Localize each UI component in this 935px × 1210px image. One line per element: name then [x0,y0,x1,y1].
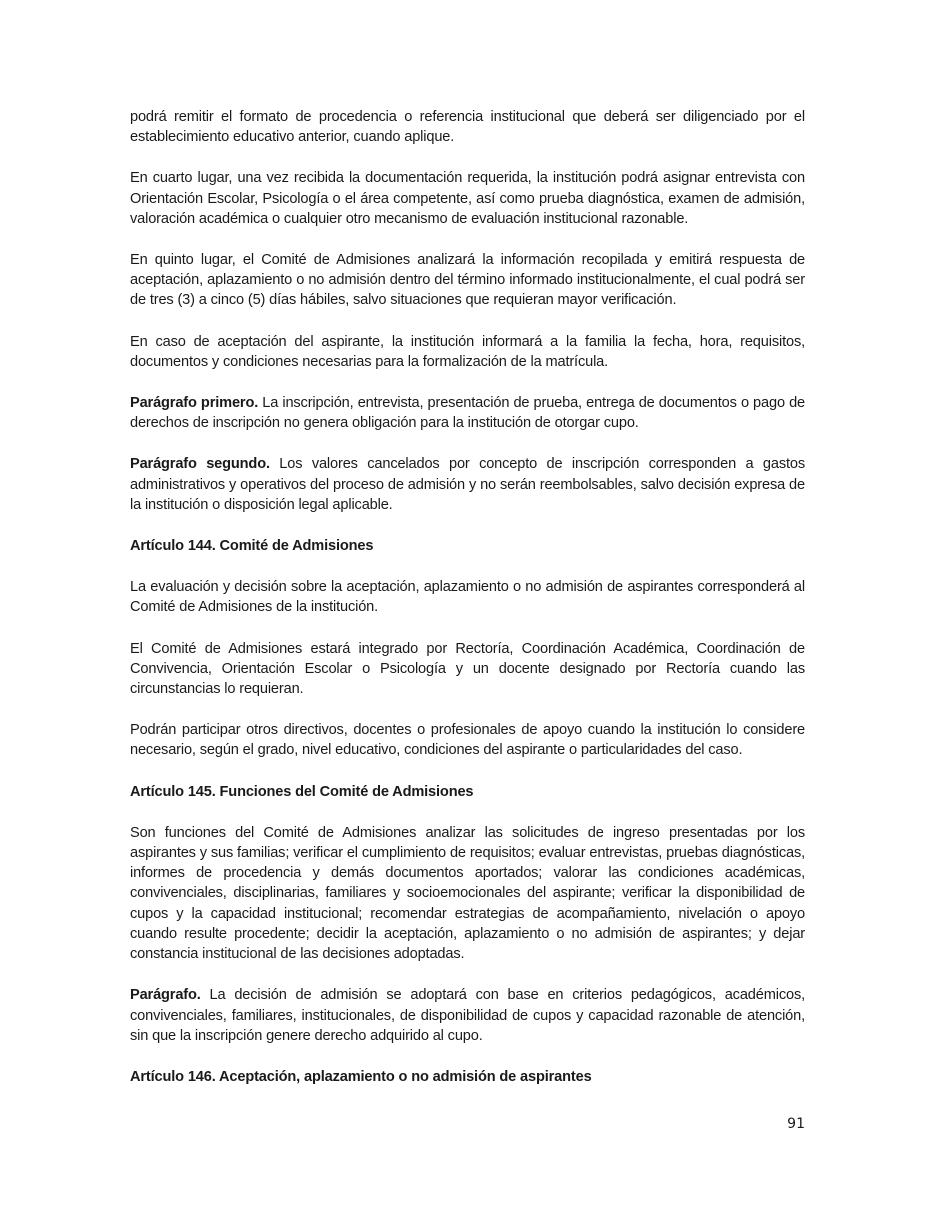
page-number: 91 [787,1116,805,1132]
paragraph-paragrafo-segundo: Parágrafo segundo. Los valores cancelados por concepto de inscripción corresponden a gastos administrativos y operativos del proceso de admisión y no serán reembolsables, salvo decisión expresa de la institución o disposición legal aplicable. [130,456,805,513]
article-heading-144: Artículo 144. Comité de Admisiones [130,538,374,555]
paragraph: En caso de aceptación del aspirante, la institución informará a la familia la fecha, hora, requisitos, documentos y condiciones necesarias para la formalización de la matrícula. [130,333,805,370]
paragraph: En cuarto lugar, una vez recibida la documentación requerida, la institución podrá asignar entrevista con Orientación Escolar, Psicología o el área competente, así como prueba diagnóstica, examen de admisión, valoración académica o cualquier otro mecanismo de evaluación institucional razonable. [130,170,805,227]
paragraph: podrá remitir el formato de procedencia o referencia institucional que deberá ser diligenciado por el establecimiento educativo anterior, cuando aplique. [130,109,805,146]
paragraph-paragrafo-primero: Parágrafo primero. La inscripción, entrevista, presentación de prueba, entrega de documentos o pago de derechos de inscripción no genera obligación para la institución de otorgar cupo. [130,395,806,432]
paragraph: En quinto lugar, el Comité de Admisiones analizará la información recopilada y emitirá respuesta de aceptación, aplazamiento o no admisión dentro del término informado institucionalmente, el cual podrá ser de tres (3) a cinco (5) días hábiles, salvo situaciones que requieran mayor verificación. [130,252,805,309]
paragraph: La evaluación y decisión sobre la aceptación, aplazamiento o no admisión de aspirantes corresponderá al Comité de Admisiones de la institución. [130,579,805,616]
paragraph-lead: Parágrafo segundo. [130,456,270,473]
paragraph: Podrán participar otros directivos, docentes o profesionales de apoyo cuando la institución lo considere necesario, según el grado, nivel educativo, condiciones del aspirante o particularidades del caso. [130,722,805,759]
paragraph-lead: Parágrafo primero. [130,395,259,412]
paragraph: Son funciones del Comité de Admisiones analizar las solicitudes de ingreso presentadas por los aspirantes y sus familias; verificar el cumplimiento de requisitos; evaluar entrevistas, pruebas diagnósticas, informes de procedencia y demás documentos aportados; valorar las condiciones académicas, convivenciales, disciplinarias, familiares y socioemocionales del aspirante; verificar la disponibilidad de cupos y la capacidad institucional; recomendar estrategias de acompañamiento, nivelación o apoyo cuando resulte procedente; decidir la aceptación, aplazamiento o no admisión de aspirantes; y dejar constancia institucional de las decisiones adoptadas. [130,824,805,963]
paragraph-lead: Parágrafo. [130,987,201,1004]
document-body [130,107,805,1108]
paragraph: El Comité de Admisiones estará integrado por Rectoría, Coordinación Académica, Coordinación de Convivencia, Orientación Escolar o Psicología y un docente designado por Rectoría cuando las circunstancias lo requieran. [130,640,805,698]
article-heading-145: Artículo 145. Funciones del Comité de Admisiones [130,783,474,800]
article-heading-146: Artículo 146. Aceptación, aplazamiento o no admisión de aspirantes [130,1068,592,1085]
paragraph-paragrafo: Parágrafo. La decisión de admisión se adoptará con base en criterios pedagógicos, académicos, convivenciales, familiares, institucionales, de disponibilidad de cupos y capacidad razonable de atención, sin que la inscripción genere derecho adquirido al cupo. [130,987,805,1044]
